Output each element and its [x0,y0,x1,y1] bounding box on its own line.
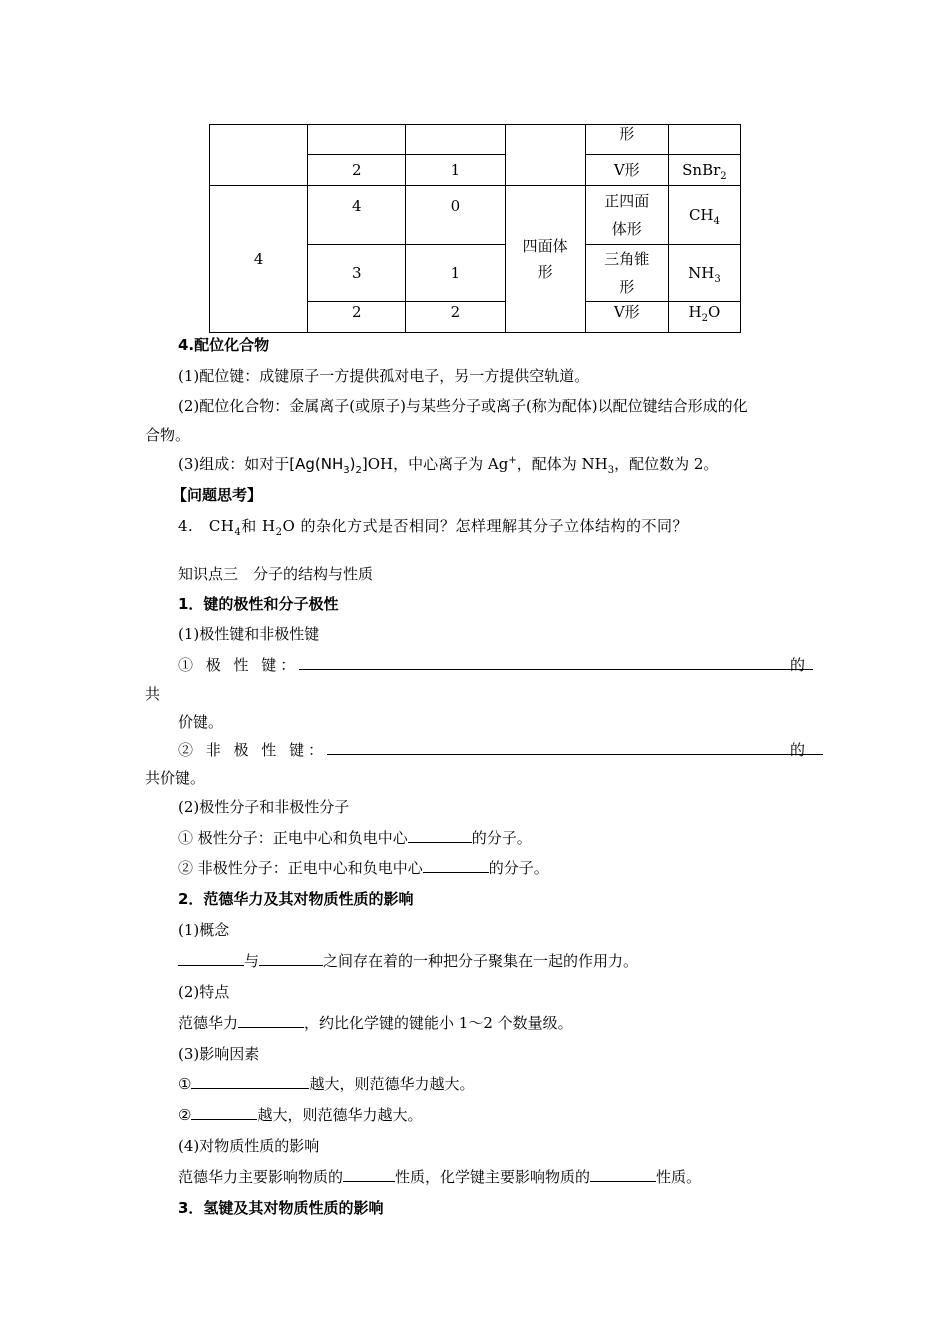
table-cell: 正四面体形 [585,186,668,245]
table-cell [505,125,585,186]
table-row [210,125,741,155]
subheading: (1)概念 [178,921,230,939]
paragraph: (1)配位键：成键原子一方提供孤对电子，另一方提供空轨道。 [178,367,590,385]
section-heading: 2．范德华力及其对物质性质的影响 [178,890,414,908]
table-cell [210,125,308,186]
table-cell [406,125,505,155]
fill-blank[interactable] [590,1166,656,1182]
table-cell: $NH_3$ [668,245,740,302]
fill-blank[interactable] [423,857,489,873]
paragraph: (3)组成：如对于$[Ag(NH_3)_2]OH$，中心离子为 Ag+，配体为 $NH_3$，配位数为 2。 [178,455,719,476]
table-cell: 0 [406,186,505,245]
text: 价键。 [178,713,224,731]
table-cell: 3 [308,245,406,302]
table-cell: 2 [406,302,505,333]
section-heading-coordination: 4.配位化合物 [178,336,270,354]
section-heading: 1．键的极性和分子极性 [178,595,339,613]
table-cell: 三角锥形 [585,245,668,302]
nonpolar-bond-line: ② 非 极 性 键： [178,739,823,761]
table-cell: $CH_4$ [668,186,740,245]
fill-blank[interactable] [299,654,813,670]
fill-blank[interactable] [238,1012,304,1028]
fill-blank[interactable] [191,1104,257,1120]
complex-formula: $[Ag(NH_3)_2]$ [289,455,368,476]
fill-blank[interactable] [191,1073,309,1089]
section-heading: 3．氢键及其对物质性质的影响 [178,1199,384,1217]
nonpolar-molecule-line: ② 非极性分子：正电中心和负电中心 的分子。 [178,859,549,877]
question-text: 4. $CH_4$和 $H_2O$ 的杂化方式是否相同？怎样理解其分子立体结构的不同？ [178,517,689,538]
fill-blank[interactable] [259,950,323,966]
table-row [210,186,741,245]
table-cell: $H_2O$ [668,302,740,333]
text: 共价键。 [145,769,206,787]
table-cell: 1 [406,245,505,302]
text: 的 [790,656,806,674]
table-cell: V形 [585,155,668,186]
effect-line: 范德华力主要影响物质的 性质，化学键主要影响物质的 性质。 [178,1168,702,1186]
text: 共 [145,685,161,703]
table-cell: 4 [308,186,406,245]
subheading: (3)影响因素 [178,1045,260,1063]
polar-bond-line: ① 极 性 键： [178,654,813,676]
subheading: (2)特点 [178,983,230,1001]
table-cell: 1 [406,155,505,186]
table-cell: 形 [585,125,668,155]
subheading: (2)极性分子和非极性分子 [178,798,350,816]
subheading: (4)对物质性质的影响 [178,1137,320,1155]
text: 的 [790,741,806,759]
table-cell [308,125,406,155]
fill-blank[interactable] [343,1166,395,1182]
question-heading: 【问题思考】 [172,486,263,504]
paragraph: 合物。 [145,426,191,444]
table-cell: 2 [308,302,406,333]
table-cell [668,125,740,155]
table-cell: SnBr$_2$ [668,155,740,186]
feature-line: 范德华力 ，约比化学键的键能小 1～2 个数量级。 [178,1014,573,1032]
table-cell: 4 [210,186,308,333]
subheading: (1)极性键和非极性键 [178,625,320,643]
concept-line: 与 之间存在着的一种把分子聚集在一起的作用力。 [178,950,638,972]
paragraph: (2)配位化合物：金属离子(或原子)与某些分子或离子(称为配体)以配位键结合形成的化 [178,397,748,415]
fill-blank[interactable] [178,950,244,966]
factor-line: ① 越大，则范德华力越大。 [178,1075,475,1093]
fill-blank[interactable] [408,827,472,843]
table-cell: 四面体形 [505,186,585,333]
factor-line: ② 越大，则范德华力越大。 [178,1106,423,1124]
table-cell: V形 [585,302,668,333]
polar-molecule-line: ① 极性分子：正电中心和负电中心 的分子。 [178,829,532,847]
table-cell: 2 [308,155,406,186]
knowledge-point-title: 知识点三 分子的结构与性质 [178,565,374,583]
vsepr-table [209,124,741,333]
fill-blank[interactable] [327,739,823,755]
